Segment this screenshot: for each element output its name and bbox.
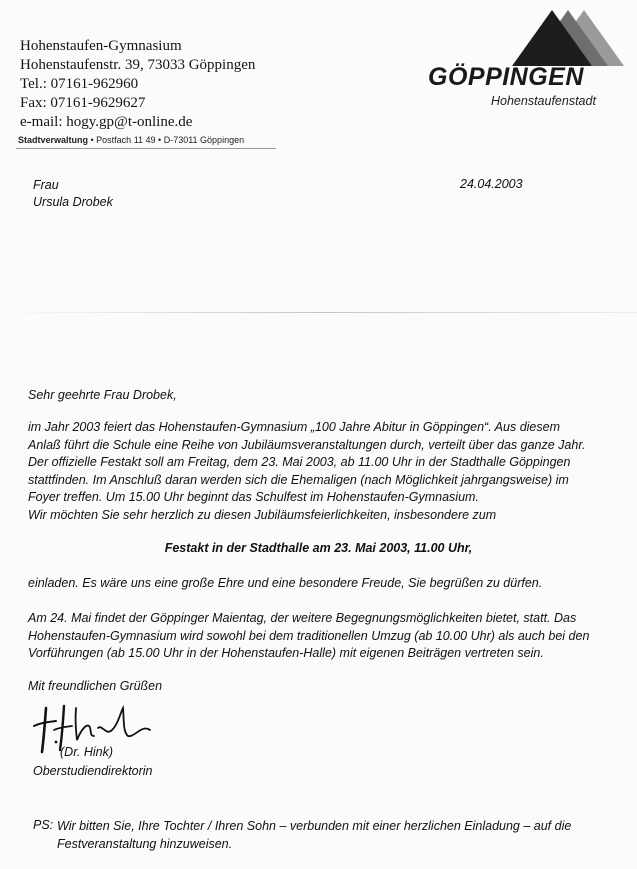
body-line: stattfinden. Im Anschluß daran werden sich die Ehemaligen (nach Möglichkeit jahrgangsweise) im <box>28 472 569 487</box>
ps-line: Festveranstaltung hinzuweisen. <box>57 836 233 851</box>
sender-line: Tel.: 07161-962960 <box>20 76 139 92</box>
body-line: Foyer treffen. Um 15.00 Uhr beginnt das Schulfest im Hohenstaufen-Gymnasium. <box>28 490 479 504</box>
event-highlight: Festakt in der Stadthalle am 23. Mai 2003, 11.00 Uhr, <box>164 541 473 555</box>
fold-line-divider <box>0 312 637 313</box>
invite-line: einladen. Es wäre uns eine große Ehre und eine besondere Freude, Sie begrüßen zu dürfen. <box>28 576 543 590</box>
sender-line: e-mail: hogy.gp@t-online.de <box>20 114 193 130</box>
body-line: Am 24. Mai findet der Göppinger Maientag, der weitere Begegnungsmöglichkeiten bietet, statt. Das <box>28 611 577 625</box>
recipient-block <box>33 177 113 211</box>
body-paragraph-1 <box>28 419 586 524</box>
city-logo-subtitle: Hohenstaufenstadt <box>491 94 596 108</box>
body-line: Der offizielle Festakt soll am Freitag, dem 23. Mai 2003, ab 11.00 Uhr in der Stadthalle Göppingen <box>28 455 571 469</box>
body-paragraph-2 <box>28 610 589 663</box>
recipient-line: Frau <box>33 178 59 192</box>
letter-date: 24.04.2003 <box>460 177 523 191</box>
body-line: im Jahr 2003 feiert das Hohenstaufen-Gymnasium „100 Jahre Abitur in Göppingen“. Aus diesem <box>28 420 560 434</box>
body-line: Hohenstaufen-Gymnasium wird sowohl bei dem traditionellen Umzug (ab 10.00 Uhr) als auch bei den <box>28 628 590 643</box>
ps-line: Wir bitten Sie, Ihre Tochter / Ihren Sohn – verbunden mit einer herzlichen Einladung – auf die <box>57 819 572 833</box>
sender-address-block <box>20 37 255 132</box>
city-logo-name: GÖPPINGEN <box>428 63 584 91</box>
ps-label: PS: <box>33 818 54 832</box>
ps-text <box>57 818 571 853</box>
postal-rule-divider <box>16 148 276 149</box>
salutation: Sehr geehrte Frau Drobek, <box>28 388 177 402</box>
signer-title: Oberstudiendirektorin <box>33 764 153 778</box>
postal-rest: • Postfach 11 49 • D-73011 Göppingen <box>88 135 245 145</box>
body-line: Anlaß führt die Schule eine Reihe von Jubiläumsveranstaltungen durch, verteilt über das ganze Jahr. <box>28 437 586 452</box>
sender-line: Fax: 07161-9629627 <box>20 95 146 111</box>
recipient-line: Ursula Drobek <box>33 195 113 209</box>
closing: Mit freundlichen Grüßen <box>28 679 163 693</box>
sender-line: Hohenstaufenstr. 39, 73033 Göppingen <box>20 57 256 73</box>
goeppingen-logo-icon <box>506 10 624 66</box>
body-line: Vorführungen (ab 15.00 Uhr in der Hohenstaufen-Halle) mit eigenen Beiträgen vertreten sein. <box>28 646 544 660</box>
postal-dept: Stadtverwaltung <box>18 135 89 145</box>
sender-line: Hohenstaufen-Gymnasium <box>20 38 182 54</box>
postal-return-line <box>18 135 244 145</box>
signer-name: (Dr. Hink) <box>60 745 114 759</box>
body-line: Wir möchten Sie sehr herzlich zu diesen Jubiläumsfeierlichkeiten, insbesondere zum <box>28 507 497 522</box>
